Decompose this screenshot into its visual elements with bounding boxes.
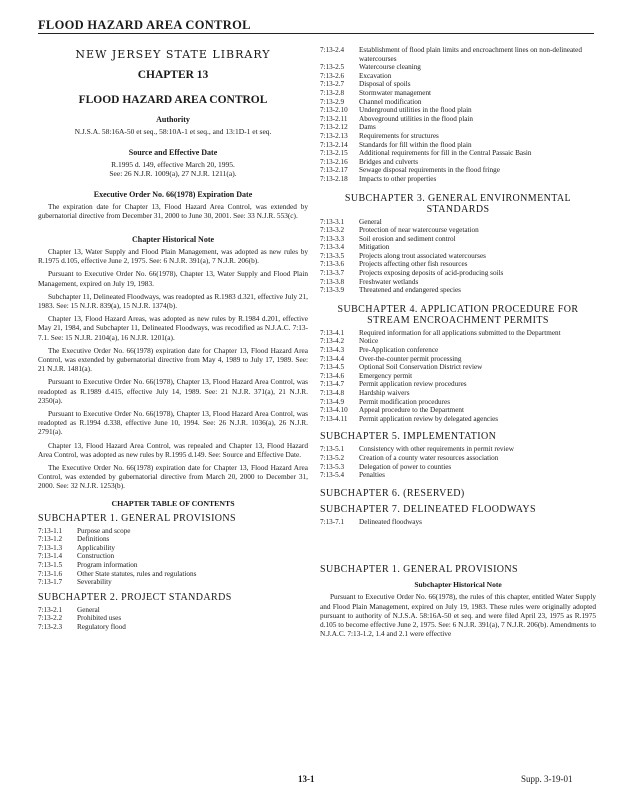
section-title: Consistency with other requirements in permit review: [359, 445, 514, 454]
section-title: Permit application review procedures: [359, 380, 467, 389]
section-title: Penalties: [359, 471, 385, 480]
section-number: 7:13-2.14: [320, 140, 348, 149]
section-number: 7:13-5.2: [320, 453, 345, 462]
subchapter-note-heading: Subchapter Historical Note: [414, 580, 502, 590]
section-number: 7:13-1.7: [38, 578, 63, 587]
history-paragraph: Pursuant to Executive Order No. 66(1978), Chapter 13, Water Supply and Flood Plain Management, expired on July 19, 1983.: [38, 269, 308, 288]
toc-entry: [320, 218, 596, 227]
toc-entry: [320, 454, 596, 463]
section-title: Hardship waivers: [359, 389, 410, 397]
section-title: Creation of a county water resources association: [359, 453, 499, 462]
section-number: 7:13-3.7: [320, 269, 345, 278]
section-title: General: [359, 217, 382, 226]
toc-list: [320, 518, 596, 527]
section-title: Permit application review by delegated agencies: [359, 414, 499, 423]
section-title: Delegation of power to counties: [359, 462, 452, 471]
toc-entry: [320, 226, 596, 235]
toc-entry: [320, 372, 596, 381]
toc-entry: [38, 623, 308, 632]
history-paragraph: Pursuant to Executive Order No. 66(1978), Chapter 13, Flood Hazard Area Control, was readopted as R.1994 d.338, effective June 10, 1994. See: 26 N.J.R. 1036(a), 26 N.J.R. 2791(a).: [38, 408, 308, 437]
section-number: 7:13-2.13: [320, 131, 348, 140]
section-number: 7:13-2.18: [320, 174, 348, 183]
left-column: [38, 46, 308, 632]
section-title: Projects exposing deposits of acid-producing soils: [359, 269, 504, 278]
toc-entry: [320, 243, 596, 252]
toc-entry: [320, 63, 596, 72]
toc-entry: [320, 158, 596, 167]
section-number: 7:13-4.5: [320, 363, 345, 372]
section-number: 7:13-3.8: [320, 277, 345, 286]
section-title: Projects affecting other fish resources: [359, 260, 468, 269]
history-paragraph: Subchapter 11, Delineated Floodways, was readopted as R.1983 d.321, effective July 21, 1983. See: 15 N.J.R. 839(a), 15 N.J.R. 1374(b).: [38, 291, 308, 310]
subchapter-title: SUBCHAPTER 3. GENERAL ENVIRONMENTAL STANDARDS: [344, 192, 572, 215]
section-title: Mitigation: [359, 243, 390, 252]
section-title: Standards for fill within the flood plain: [359, 140, 472, 149]
source-heading: Source and Effective Date: [128, 147, 218, 157]
section-number: 7:13-4.6: [320, 371, 345, 380]
section-title: Bridges and culverts: [359, 157, 419, 166]
supplement-date: Supp. 3-19-01: [521, 774, 573, 784]
section-title: Over-the-counter permit processing: [359, 354, 462, 363]
section-title: Sewage disposal requirements in the flood fringe: [359, 166, 500, 175]
right-column: [320, 46, 596, 642]
section-number: 7:13-2.1: [38, 605, 63, 614]
toc-entry: [320, 72, 596, 81]
authority-heading: Authority: [156, 115, 190, 124]
toc-entry: [320, 445, 596, 454]
section-number: 7:13-3.6: [320, 260, 345, 269]
toc-entry: [38, 535, 308, 544]
toc-entry: [320, 346, 596, 355]
history-paragraph: Chapter 13, Flood Hazard Area Control, was repealed and Chapter 13, Flood Hazard Area Control, was adopted as new rules by R.1995 d.149. See: Source and Effective Date.: [38, 440, 308, 459]
toc-entry: [320, 175, 596, 184]
toc-entry: [320, 355, 596, 364]
section-number: 7:13-2.2: [38, 614, 63, 623]
section-number: 7:13-2.5: [320, 63, 345, 72]
subchapter-note-text: Pursuant to Executive Order No. 66(1978), the rules of this chapter, entitled Water Supply and Flood Plain Management, expired on July 19, 1983. These rules were originally adopted pursuant to authority of N.J.S.A. 58:16A-50 et seq. and were filed April 23, 1975 as R.1975 d.105 to become effective June 2, 1975. See: 6 N.J.R. 391(a), 7 N.J.R. 206(b). Amendments to N.J.A.C. 7:13-1.2, 1.4 and 2.1 were effective: [320, 592, 596, 639]
section-title: Permit modification procedures: [359, 397, 451, 406]
section-number: 7:13-4.11: [320, 414, 348, 423]
history-paragraph: Chapter 13, Flood Hazard Areas, was adopted as new rules by R.1984 d.201, effective May 21, 1984, and Subchapter 11, Delineated Floodways, was recodified as N.J.A.C. 7:13-7.1. See: 15 N.J.R. 2104(a), 16 N.J.R. 1201(a).: [38, 314, 308, 342]
section-title: Excavation: [359, 71, 392, 80]
section-title: Impacts to other properties: [359, 174, 437, 183]
section-title: Requirements for structures: [359, 131, 439, 140]
toc-entry: [320, 518, 596, 527]
section-title: Construction: [77, 552, 115, 561]
section-number: 7:13-1.3: [38, 543, 63, 552]
section-title: Optional Soil Conservation District review: [359, 363, 483, 372]
authority-text: N.J.S.A. 58:16A-50 et seq., 58:10A-1 et seq., and 13:1D-1 et seq.: [74, 127, 272, 136]
eo-text: The expiration date for Chapter 13, Flood Hazard Area Control, was extended by gubernatorial directive from December 31, 2000 to June 30, 2001. See: 33 N.J.R. 553(c).: [38, 201, 308, 220]
section-number: 7:13-5.3: [320, 462, 345, 471]
section-number: 7:13-4.10: [320, 406, 348, 415]
section-number: 7:13-3.5: [320, 251, 345, 260]
toc-entry: [38, 614, 308, 623]
toc-entry: [320, 80, 596, 89]
section-title: Stormwater management: [359, 88, 432, 97]
toc-entry: [320, 337, 596, 346]
toc-entry: [320, 463, 596, 472]
toc-entry: [320, 380, 596, 389]
section-title: Channel modification: [359, 97, 422, 106]
section-title: Freshwater wetlands: [359, 277, 419, 286]
section-number: 7:13-4.8: [320, 389, 345, 397]
toc-entry: [320, 252, 596, 261]
section-title: Definitions: [77, 535, 110, 544]
section-title: Severability: [77, 578, 112, 587]
toc-entry: [38, 570, 308, 579]
subchapter-title: SUBCHAPTER 1. GENERAL PROVISIONS: [38, 512, 237, 524]
source-line: See: 26 N.J.R. 1009(a), 27 N.J.R. 1211(a).: [109, 169, 237, 178]
section-title: Other State statutes, rules and regulations: [77, 569, 197, 578]
section-number: 7:13-2.7: [320, 80, 345, 89]
section-title: Applicability: [77, 543, 115, 552]
toc-entry: [320, 46, 596, 63]
section-number: 7:13-3.1: [320, 217, 345, 226]
section-number: 7:13-2.8: [320, 88, 345, 97]
page-number: 13-1: [298, 774, 315, 784]
section-number: 7:13-2.3: [38, 622, 63, 631]
section-title: Aboveground utilities in the flood plain: [359, 114, 473, 123]
section-number: 7:13-1.1: [38, 526, 63, 535]
section-number: 7:13-2.4: [320, 46, 345, 54]
body-subchapter-title: SUBCHAPTER 1. GENERAL PROVISIONS: [320, 564, 519, 576]
section-number: 7:13-5.1: [320, 445, 345, 454]
section-number: 7:13-4.4: [320, 354, 345, 363]
toc-entry: [320, 398, 596, 407]
toc-entry: [320, 115, 596, 124]
section-number: 7:13-2.11: [320, 114, 348, 123]
running-head: FLOOD HAZARD AREA CONTROL: [38, 18, 251, 32]
toc-entry: [320, 141, 596, 150]
section-title: Underground utilities in the flood plain: [359, 106, 472, 115]
history-paragraph: Pursuant to Executive Order No. 66(1978), Chapter 13, Flood Hazard Area Control, was readopted as R.1989 d.415, effective July 14, 1989. See: 21 N.J.R. 371(a), 21 N.J.R. 2350(a).: [38, 377, 308, 405]
chapter-title: FLOOD HAZARD AREA CONTROL: [78, 94, 268, 106]
section-title: General: [77, 605, 100, 614]
section-title: Prohibited uses: [77, 614, 122, 623]
toc-list: [320, 218, 596, 295]
toc-entry: [320, 106, 596, 115]
toc-entry: [320, 235, 596, 244]
toc-entry: [320, 363, 596, 372]
section-title: Emergency permit: [359, 371, 413, 380]
toc-entry: [38, 578, 308, 587]
toc-heading: CHAPTER TABLE OF CONTENTS: [111, 498, 235, 508]
subchapter-title: SUBCHAPTER 7. DELINEATED FLOODWAYS: [320, 503, 537, 515]
section-title: Required information for all applications submitted to the Department: [359, 328, 561, 337]
section-number: 7:13-3.2: [320, 226, 345, 235]
toc-entry: [38, 544, 308, 553]
toc-entry: [320, 389, 596, 398]
section-title: Additional requirements for fill in the Central Passaic Basin: [359, 149, 532, 158]
section-title: Dams: [359, 123, 376, 132]
history-paragraph: The Executive Order No. 66(1978) expiration date for Chapter 13, Flood Hazard Area Control, was extended by gubernatorial directive from March 20, 2000 to December 31, 2000. See: 32 N.J.R. 1253(b).: [38, 462, 308, 491]
section-number: 7:13-2.17: [320, 166, 348, 175]
section-number: 7:13-2.16: [320, 157, 348, 166]
toc-entry: [320, 149, 596, 158]
section-title: Purpose and scope: [77, 526, 131, 535]
section-number: 7:13-4.7: [320, 380, 345, 389]
subchapter-title: SUBCHAPTER 4. APPLICATION PROCEDURE FOR STREAM ENCROACHMENT PERMITS: [337, 303, 579, 326]
section-title: Delineated floodways: [359, 517, 422, 526]
toc-entry: [320, 278, 596, 287]
section-title: Projects along trout associated watercourses: [359, 251, 486, 260]
section-title: Soil erosion and sediment control: [359, 234, 456, 243]
history-paragraph: Chapter 13, Water Supply and Flood Plain Management, was adopted as new rules by R.1975 d.105, effective June 2, 1975. See: 6 N.J.R. 391(a), 7 N.J.R. 206(b).: [38, 246, 308, 266]
toc-list: [320, 445, 596, 479]
section-title: Threatened and endangered species: [359, 286, 461, 295]
section-title: Regulatory flood: [77, 622, 126, 631]
toc-entry: [320, 471, 596, 480]
header-divider: [38, 33, 594, 34]
subchapter-title: SUBCHAPTER 5. IMPLEMENTATION: [320, 431, 497, 443]
section-number: 7:13-3.9: [320, 286, 345, 295]
section-number: 7:13-2.15: [320, 149, 348, 158]
chapter-number: CHAPTER 13: [137, 69, 209, 81]
library-stamp: NEW JERSEY STATE LIBRARY: [75, 48, 271, 61]
section-number: 7:13-2.9: [320, 97, 345, 106]
section-title: Pre-Application conference: [359, 346, 439, 355]
toc-entry: [320, 98, 596, 107]
section-number: 7:13-2.12: [320, 123, 348, 132]
toc-entry: [38, 561, 308, 570]
source-line: R.1995 d. 149, effective March 20, 1995.: [111, 159, 235, 169]
section-number: 7:13-4.3: [320, 346, 345, 355]
eo-heading: Executive Order No. 66(1978) Expiration Date: [93, 189, 253, 199]
toc-entry: [320, 166, 596, 175]
section-number: 7:13-5.4: [320, 471, 345, 480]
section-title: Watercourse cleaning: [359, 63, 421, 72]
section-number: 7:13-3.3: [320, 234, 345, 243]
toc-entry: [320, 89, 596, 98]
section-number: 7:13-1.6: [38, 569, 63, 578]
history-heading: Chapter Historical Note: [131, 234, 215, 244]
section-title: Appeal procedure to the Department: [359, 406, 464, 415]
subchapter-title: SUBCHAPTER 2. PROJECT STANDARDS: [38, 591, 232, 603]
section-number: 7:13-2.6: [320, 71, 345, 80]
toc-entry: [320, 123, 596, 132]
section-number: 7:13-7.1: [320, 517, 345, 526]
section-number: 7:13-3.4: [320, 243, 345, 252]
section-number: 7:13-1.5: [38, 560, 63, 569]
toc-list: [38, 527, 308, 587]
section-number: 7:13-4.1: [320, 328, 345, 337]
toc-entry: [320, 132, 596, 141]
section-title: Protection of near watercourse vegetation: [359, 226, 479, 235]
toc-entry: [320, 406, 596, 415]
section-number: 7:13-1.2: [38, 535, 63, 544]
toc-entry: [38, 527, 308, 536]
section-title: Notice: [359, 337, 379, 346]
section-title: Establishment of flood plain limits and encroachment lines on non-delineated watercourses: [359, 46, 582, 63]
toc-entry: [320, 329, 596, 338]
subchapter-title: SUBCHAPTER 6. (RESERVED): [320, 487, 465, 499]
section-number: 7:13-1.4: [38, 552, 63, 561]
toc-entry: [320, 286, 596, 295]
toc-entry: [320, 415, 596, 424]
section-number: 7:13-2.10: [320, 106, 348, 115]
section-number: 7:13-4.2: [320, 337, 345, 346]
toc-entry: [320, 269, 596, 278]
toc-list: [38, 606, 308, 632]
toc-entry: [38, 606, 308, 615]
section-title: Program information: [77, 560, 138, 569]
section-number: 7:13-4.9: [320, 397, 345, 406]
toc-list: [320, 329, 596, 424]
section-title: Disposal of spoils: [359, 80, 411, 89]
history-paragraph: The Executive Order No. 66(1978) expiration date for Chapter 13, Flood Hazard Area Control, was extended by gubernatorial directive from May 4, 1989 to July 17, 1989. See: 21 N.J.R. 1481(a).: [38, 345, 308, 374]
toc-entry: [320, 260, 596, 269]
toc-entry: [38, 552, 308, 561]
toc-list: [320, 46, 596, 184]
